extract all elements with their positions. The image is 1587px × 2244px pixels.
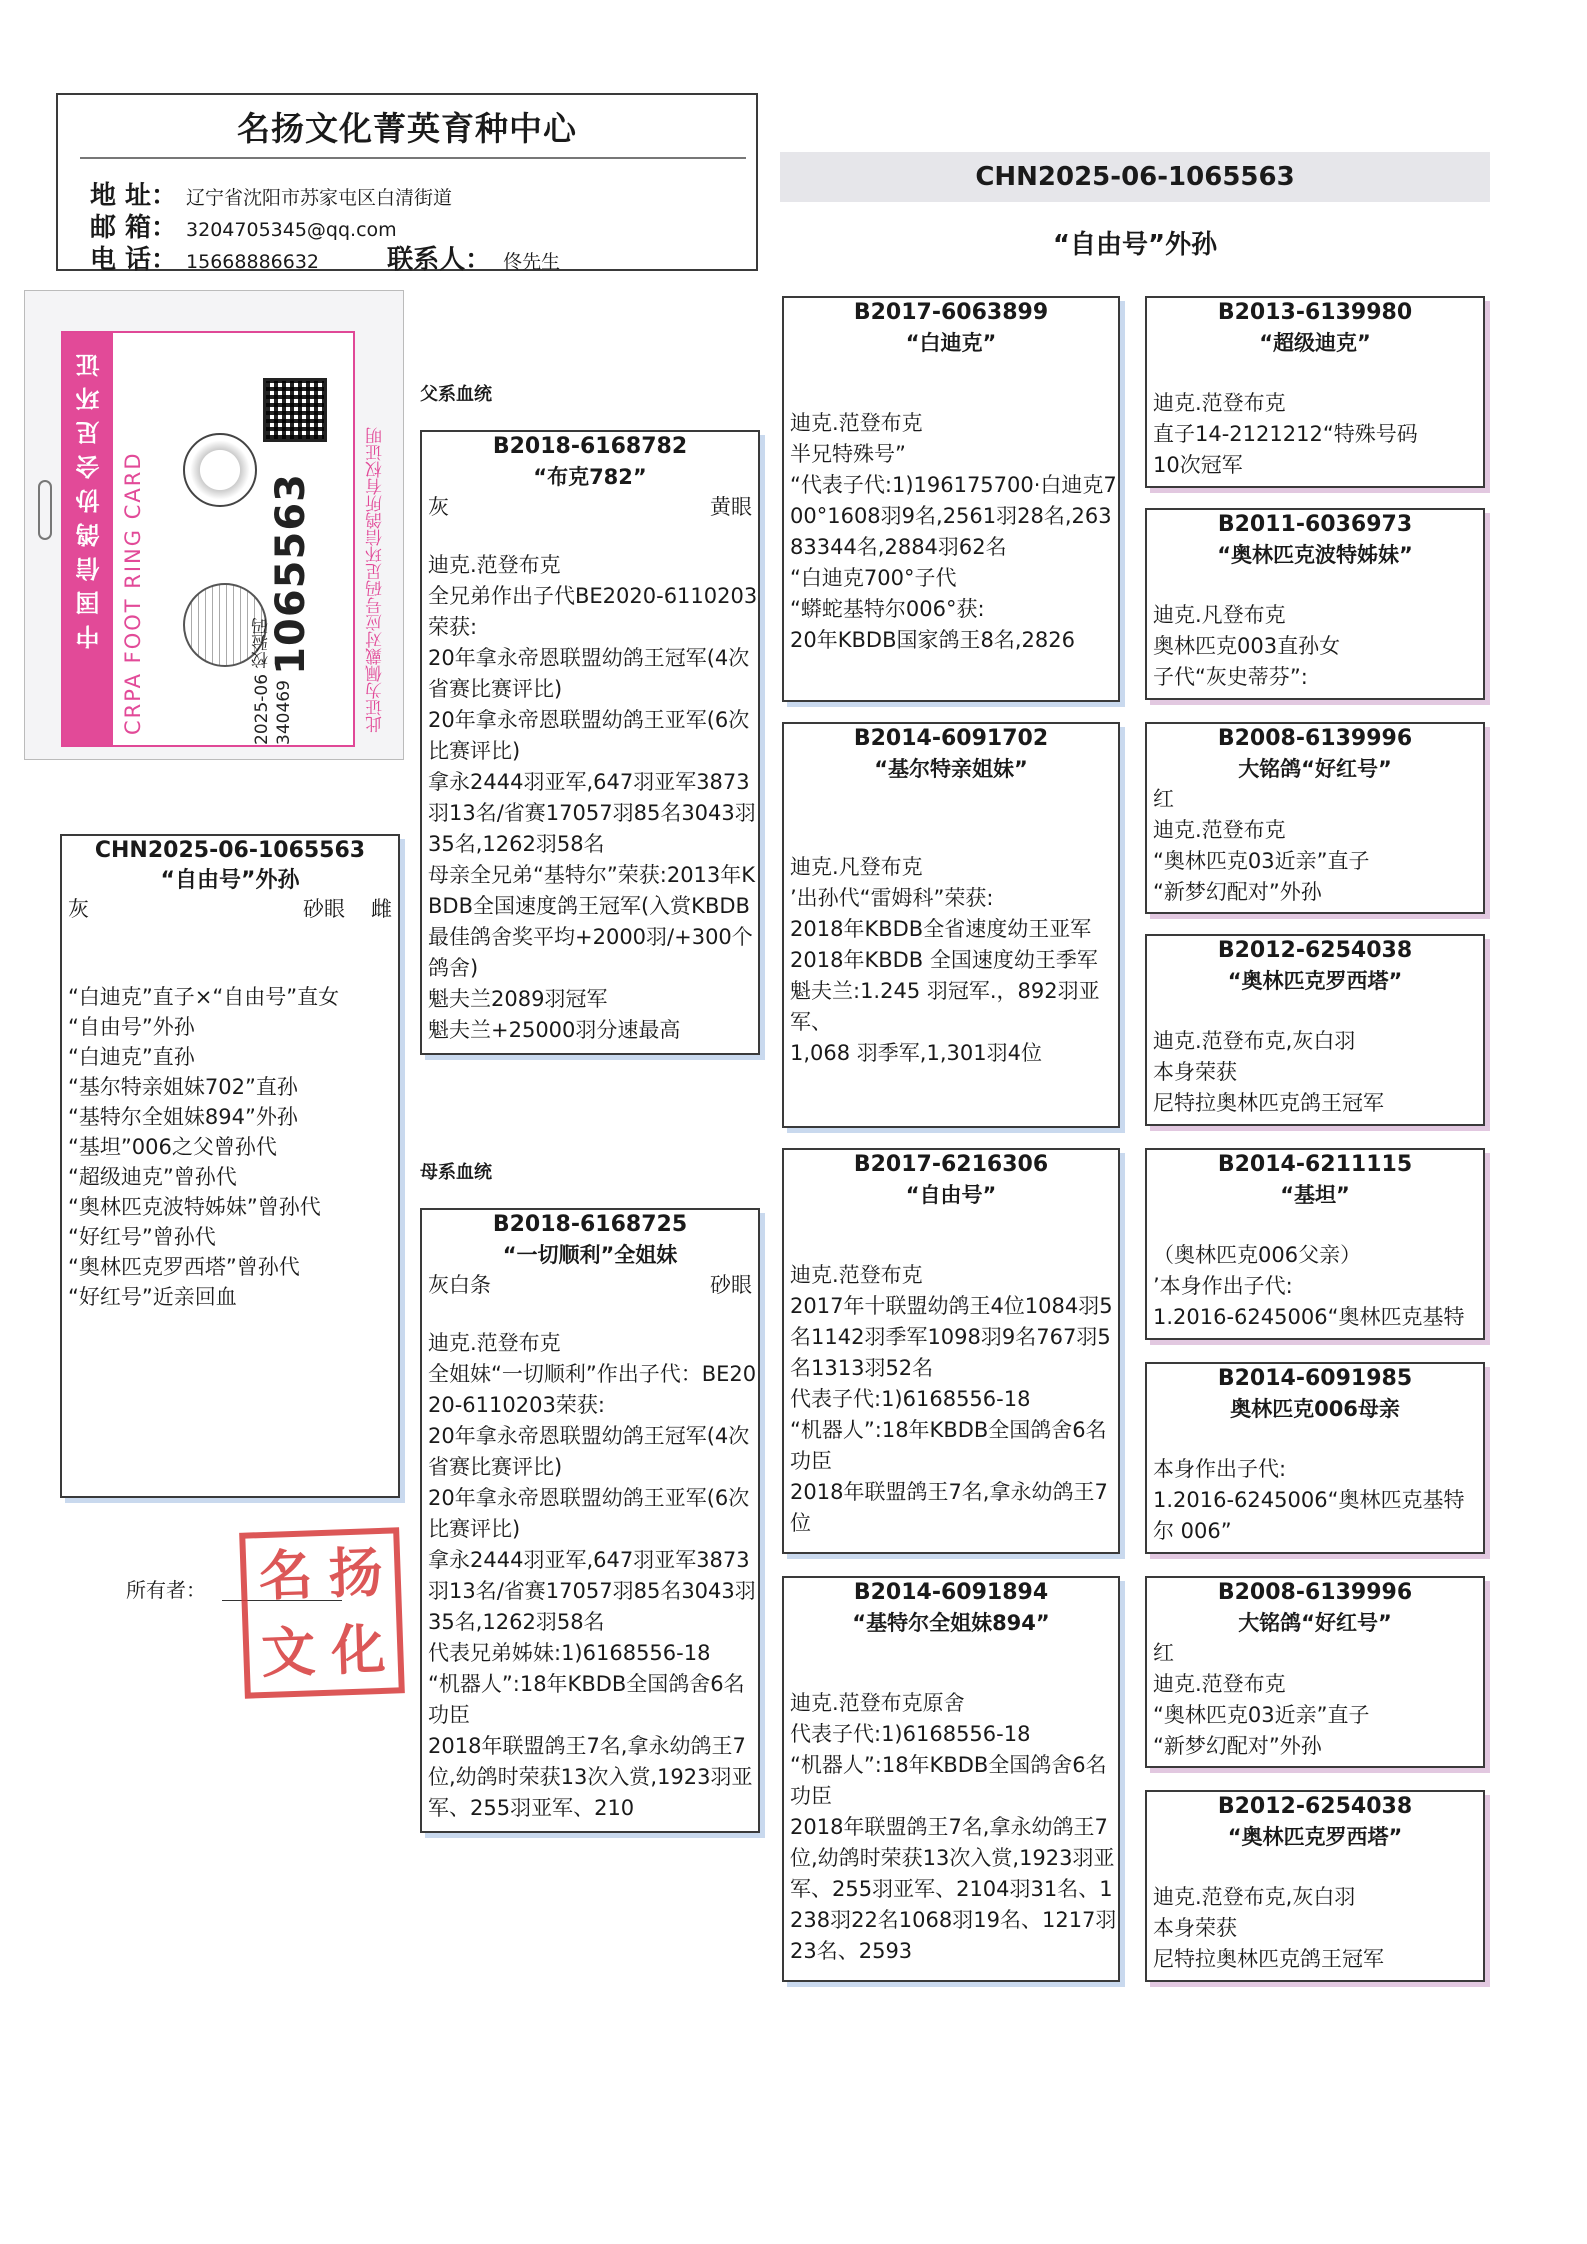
ggp7-reg: B2008-6139996 [1217, 1580, 1413, 1605]
phone-value[interactable]: 15668886632 [186, 251, 320, 273]
subject-bird-card [60, 834, 400, 1498]
subject-reg: CHN2025-06-1065563 [94, 838, 366, 863]
sire-eye: 黄眼 [710, 495, 752, 519]
ggp6-notes: 本身作出子代: 1.2016-6245006“奥林匹克基特尔 006” [1153, 1457, 1465, 1543]
ring-card-title: 中国信鸽协会足环证 [76, 343, 104, 649]
ring-number: 1065563 [268, 473, 314, 675]
sire-traits [422, 492, 758, 522]
gp4-reg: B2014-6091894 [853, 1580, 1049, 1605]
ggp3-color: 红 [1153, 787, 1174, 811]
subject-eye: 砂眼 [303, 897, 345, 921]
ring-card [61, 331, 386, 747]
ggp1-name: “超级迪克” [1259, 331, 1371, 355]
contact-value: 佟先生 [503, 251, 561, 273]
ggp8-name: “奥林匹克罗西塔” [1227, 1825, 1403, 1849]
gp4-name: “基特尔全姐妹894” [852, 1611, 1050, 1635]
ggp4-notes: 迪克.范登布克,灰白羽 本身荣获 尼特拉奥林匹克鸽王冠军 [1153, 1029, 1384, 1115]
great-grandparent-card-1 [1145, 296, 1485, 488]
gp2-notes: 迪克.凡登布克 ’出孙代“雷姆科”荣获: 2018年KBDB全省速度幼王亚军 2018年KBDB 全国速度幼王季军 魁夫兰:1.245 羽冠军.，892羽亚军、 1,068 羽季军,1,301羽4位 [790, 855, 1100, 1065]
seal-char-3: 文 [260, 1619, 317, 1685]
ring-card-strip [63, 333, 113, 745]
subject-sex: 雌 [371, 897, 392, 921]
great-grandparent-card-5 [1145, 1148, 1485, 1340]
qr-code-icon [263, 378, 327, 442]
dam-color: 灰白条 [428, 1273, 491, 1297]
ggp1-notes: 迪克.范登布克 直子14-2121212“特殊号码 10次冠军 [1153, 391, 1418, 477]
ggp7-color: 红 [1153, 1641, 1174, 1665]
gp3-notes: 迪克.范登布克 2017年十联盟幼鸽王4位1084羽5名1142羽季军1098羽9名767羽5名1313羽52名 代表子代:1)6168556-18 “机器人”:18年KBDB全国鸽舍6名功臣 2018年联盟鸽王7名,拿永幼鸽王7位 [790, 1263, 1113, 1535]
email-value[interactable]: 3204705345@qq.com [186, 219, 397, 241]
ring-card-photo [24, 290, 404, 760]
header-divider [80, 157, 746, 159]
breeder-title: 名扬文化菁英育种中心 [237, 109, 577, 148]
gp2-reg: B2014-6091702 [853, 726, 1049, 751]
ggp6-reg: B2014-6091985 [1217, 1366, 1413, 1391]
address-label: 地 址： [90, 181, 178, 211]
grandparent-card-3 [782, 1148, 1120, 1554]
pedigree-id-banner: CHN2025-06-1065563 [780, 152, 1490, 202]
great-grandparent-card-2 [1145, 508, 1485, 700]
ggp5-reg: B2014-6211115 [1217, 1152, 1413, 1177]
subject-traits [62, 894, 398, 924]
gp1-name: “白迪克” [905, 331, 997, 355]
paper-clip-icon [38, 480, 52, 540]
gp1-notes: 迪克.范登布克 半兄特殊号” “代表子代:1)196175700·白迪克700°1608羽9名,2561羽28名,26383344名,2884羽62名 “白迪克700°子代 “蟒蛇基特尔006°获: 20年KBDB国家鸽王8名,2826 [790, 411, 1117, 652]
subject-notes: “白迪克”直子×“自由号”直女 “自由号”外孙 “白迪克”直孙 “基尔特亲姐妹702”直孙 “基特尔全姐妹894”外孙 “基坦”006之父曾孙代 “超级迪克”曾孙代 “奥林匹克波特姊妹”曾孙代 “好红号”曾孙代 “奥林匹克罗西塔”曾孙代 “好红号”近亲回血 [68, 985, 340, 1309]
seal-char-2: 扬 [327, 1540, 384, 1606]
ggp5-notes: （奥林匹克006父亲） ’本身作出子代: 1.2016-6245006“奥林匹克基特 [1153, 1243, 1465, 1329]
gp3-name: “自由号” [905, 1183, 997, 1207]
ggp2-notes: 迪克.凡登布克 奥林匹克003直孙女 子代“灰史蒂芬”: [1153, 603, 1341, 689]
great-grandparent-card-6 [1145, 1362, 1485, 1554]
ggp3-name: 大铭鸽“好红号” [1238, 757, 1392, 781]
address-value: 辽宁省沈阳市苏家屯区白清街道 [186, 187, 453, 209]
email-label: 邮 箱： [90, 213, 178, 243]
ring-code: 校验码 340469 [252, 617, 294, 745]
dam-traits [422, 1270, 758, 1300]
ring-year [249, 593, 294, 745]
seal-char-4: 化 [330, 1617, 387, 1683]
ring-year-value: 2025-06 [252, 673, 272, 745]
ggp4-name: “奥林匹克罗西塔” [1227, 969, 1403, 993]
ggp5-name: “基坦” [1280, 1183, 1350, 1207]
dam-name: “一切顺利”全姐妹 [502, 1243, 678, 1267]
subject-color: 灰 [68, 897, 89, 921]
gp2-name: “基尔特亲姐妹” [874, 757, 1028, 781]
ggp1-reg: B2013-6139980 [1217, 300, 1413, 325]
gp4-notes: 迪克.范登布克原舍 代表子代:1)6168556-18 “机器人”:18年KBDB全国鸽舍6名功臣 2018年联盟鸽王7名,拿永幼鸽王7位,幼鸽时荣获13次入赏,1923羽亚军、255羽亚军、2104羽31名、1238羽22名1068羽19名、1217羽23名、2593 [790, 1691, 1117, 1963]
sire-line-label: 父系血统 [420, 384, 492, 405]
pedigree-subtitle: “自由号”外孙 [1052, 230, 1218, 260]
sire-notes: 迪克.范登布克 全兄弟作出子代BE2020-6110203荣获: 20年拿永帝恩联盟幼鸽王冠军(4次省赛比赛评比) 20年拿永帝恩联盟幼鸽王亚军(6次比赛评比) 拿永2444羽亚军,647羽亚军3873羽13名/省赛17057羽85名3043羽35名,1262羽58名 母亲全兄弟“基特尔”荣获:2013年KBDB全国速度鸽王冠军(入赏KBDB最佳鸽舍奖平均+2000羽/+300个鸽舍) 魁夫兰2089羽冠军 魁夫兰+25000羽分速最高 [428, 553, 758, 1042]
dam-notes: 迪克.范登布克 全姐妹“一切顺利”作出子代：BE2020-6110203荣获: 20年拿永帝恩联盟幼鸽王冠军(4次省赛比赛评比) 20年拿永帝恩联盟幼鸽王亚军(6次比赛评比) 拿永2444羽亚军,647羽亚军3873羽13名/省赛17057羽85名3043羽35名,1262羽58名 代表兄弟姊妹:1)6168556-18 “机器人”:18年KBDB全国鸽舍6名功臣 2018年联盟鸽王7名,拿永幼鸽王7位,幼鸽时荣获13次入赏,1923羽亚军、255羽亚军、210 [428, 1331, 757, 1820]
gp3-reg: B2017-6216306 [853, 1152, 1049, 1177]
ggp8-reg: B2012-6254038 [1217, 1794, 1413, 1819]
ggp7-name: 大铭鸽“好红号” [1238, 1611, 1392, 1635]
crpa-logo-icon [183, 433, 257, 507]
breeder-seal-stamp [239, 1527, 405, 1698]
great-grandparent-card-7 [1145, 1576, 1485, 1768]
sire-color: 灰 [428, 495, 449, 519]
contact-label: 联系人： [387, 245, 492, 275]
dam-eye: 砂眼 [710, 1273, 752, 1297]
dam-line-label: 母系血统 [420, 1162, 492, 1183]
ggp6-name: 奥林匹克006母亲 [1230, 1397, 1400, 1421]
dam-reg: B2018-6168725 [492, 1212, 688, 1237]
owner-label: 所有者： [126, 1578, 206, 1602]
ggp3-reg: B2008-6139996 [1217, 726, 1413, 751]
great-grandparent-card-3 [1145, 722, 1485, 914]
ring-card-english: CRPA FOOT RING CARD [121, 451, 145, 735]
ggp3-notes: 迪克.范登布克 “奥林匹克03近亲”直子 “新梦幻配对”外孙 [1153, 818, 1370, 904]
sire-reg: B2018-6168782 [492, 434, 688, 459]
sire-card [420, 430, 760, 1055]
seal-char-1: 名 [257, 1542, 314, 1608]
gp1-reg: B2017-6063899 [853, 300, 1049, 325]
ggp4-reg: B2012-6254038 [1217, 938, 1413, 963]
sire-name: “布克782” [533, 465, 647, 489]
grandparent-card-4 [782, 1576, 1120, 1982]
grandparent-card-2 [782, 722, 1120, 1128]
phone-label: 电 话： [90, 245, 178, 275]
great-grandparent-card-4 [1145, 934, 1485, 1126]
subject-name: “自由号”外孙 [160, 868, 300, 893]
ggp2-reg: B2011-6036973 [1217, 512, 1413, 537]
ggp7-notes: 迪克.范登布克 “奥林匹克03近亲”直子 “新梦幻配对”外孙 [1153, 1672, 1370, 1758]
ggp2-name: “奥林匹克波特姊妹” [1217, 543, 1413, 567]
great-grandparent-card-8 [1145, 1790, 1485, 1982]
ring-card-note: 此证为佩戴对应号码足环信鸽所有权证明 [366, 427, 386, 733]
ggp8-notes: 迪克.范登布克,灰白羽 本身荣获 尼特拉奥林匹克鸽王冠军 [1153, 1885, 1384, 1971]
phone-row [90, 239, 560, 276]
breeder-header [56, 93, 758, 275]
grandparent-card-1 [782, 296, 1120, 702]
dam-card [420, 1208, 760, 1833]
